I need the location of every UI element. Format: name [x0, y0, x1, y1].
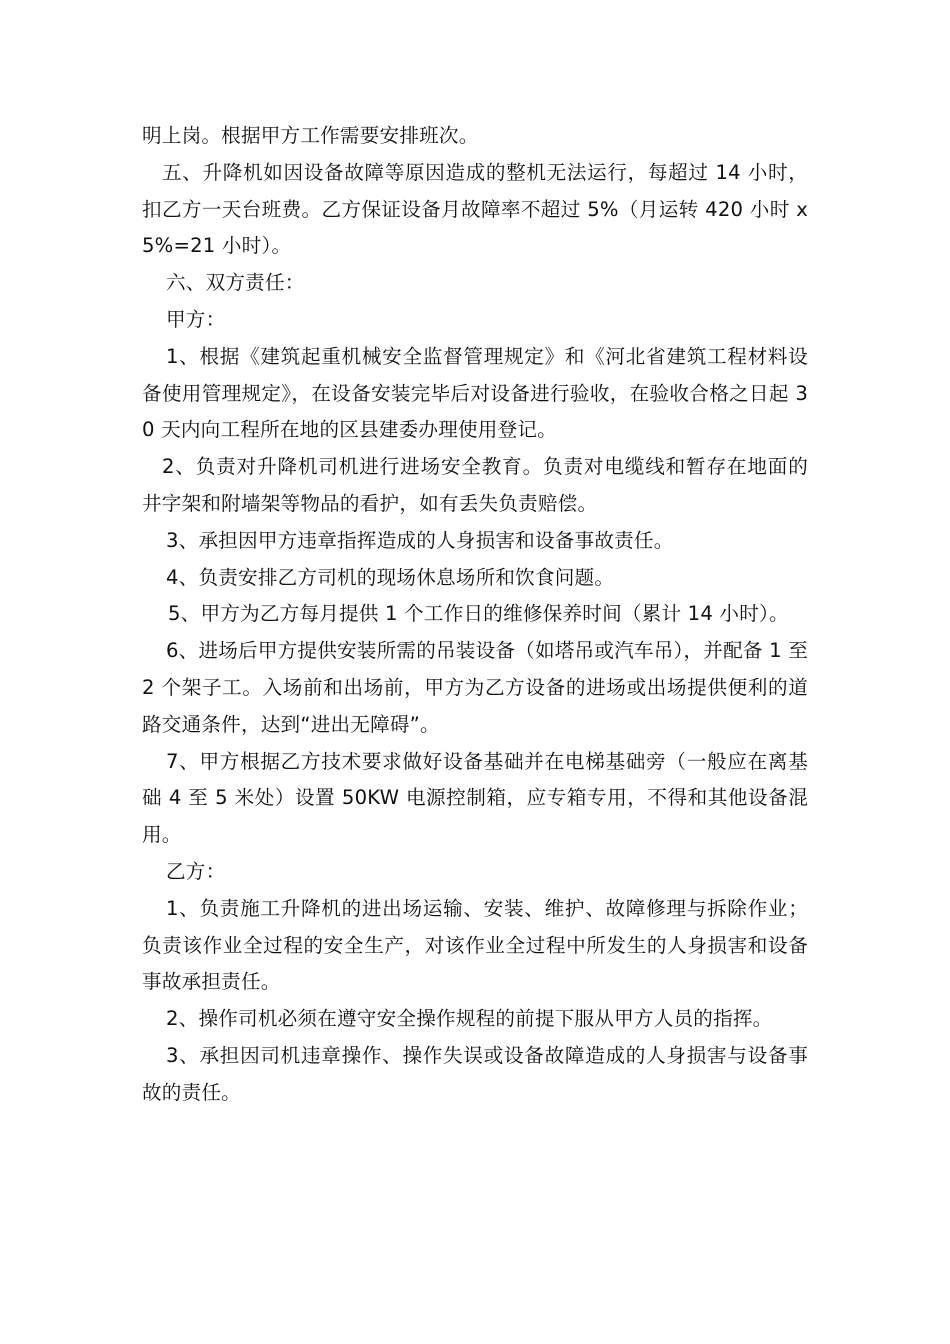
paragraph-party-a-item-7: 7、甲方根据乙方技术要求做好设备基础并在电梯基础旁（一般应在离基础 4 至 5 米处）设置 50KW 电源控制箱，应专箱专用，不得和其他设备混用。 [142, 749, 808, 847]
paragraph-party-a-item-2: 2、负责对升降机司机进行进场安全教育。负责对电缆线和暂存在地面的井字架和附墙架等物品的看护，如有丢失负责赔偿。 [142, 455, 808, 515]
paragraph-party-a-item-5: 5、甲方为乙方每月提供 1 个工作日的维修保养时间（累计 14 小时）。 [168, 602, 789, 626]
document-body [142, 118, 808, 1112]
paragraph-party-b-item-2: 2、操作司机必须在遵守安全操作规程的前提下服从甲方人员的指挥。 [166, 1007, 773, 1031]
paragraph-party-b-item-1: 1、负责施工升降机的进出场运输、安装、维护、故障修理与拆除作业；负责该作业全过程的安全生产，对该作业全过程中所发生的人身损害和设备事故承担责任。 [142, 896, 808, 994]
paragraph-party-a-item-6: 6、进场后甲方提供安装所需的吊装设备（如塔吊或汽车吊），并配备 1 至 2 个架子工。入场前和出场前，甲方为乙方设备的进场或出场提供便利的道路交通条件，达到“进出无障碍”。 [142, 639, 808, 736]
paragraph-party-b-heading: 乙方： [166, 859, 226, 883]
paragraph-party-a-heading: 甲方： [166, 307, 226, 331]
paragraph-party-a-item-1: 1、根据《建筑起重机械安全监督管理规定》和《河北省建筑工程材料设备使用管理规定》，在设备安装完毕后对设备进行验收，在验收合格之日起 30 天内向工程所在地的区县建委办理使用登记。 [142, 344, 808, 442]
paragraph-clause-five: 五、升降机如因设备故障等原因造成的整机无法运行，每超过 14 小时，扣乙方一天台班费。乙方保证设备月故障率不超过 5%（月运转 420 小时 x5%=21 小时）。 [142, 160, 808, 258]
paragraph-party-a-item-3: 3、承担因甲方违章指挥造成的人身损害和设备事故责任。 [166, 528, 674, 552]
paragraph-clause-six-heading: 六、双方责任： [166, 271, 305, 295]
paragraph-continuation: 明上岗。根据甲方工作需要安排班次。 [142, 124, 479, 147]
paragraph-party-b-item-3: 3、承担因司机违章操作、操作失误或设备故障造成的人身损害与设备事故的责任。 [142, 1043, 808, 1104]
paragraph-party-a-item-4: 4、负责安排乙方司机的现场休息场所和饮食问题。 [166, 565, 615, 589]
